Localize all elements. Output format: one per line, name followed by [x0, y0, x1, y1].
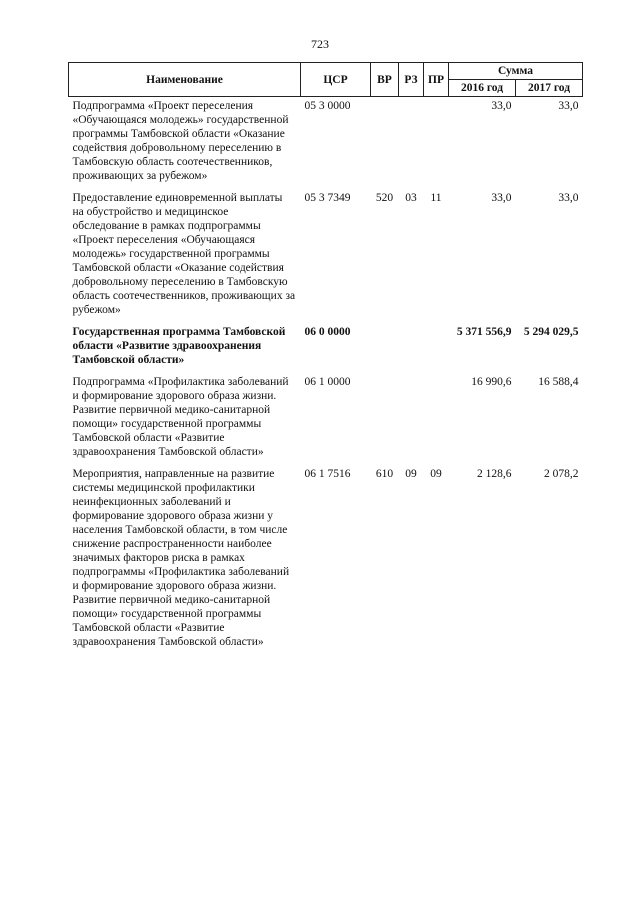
table-row: [69, 465, 583, 655]
row-csr: 05 3 0000: [304, 100, 351, 112]
table-row: [69, 373, 583, 465]
header-sum: Сумма: [449, 63, 583, 80]
row-sum-2016: 33,0: [491, 192, 512, 204]
header-rz: РЗ: [399, 63, 424, 97]
row-pr: 09: [430, 468, 442, 480]
row-sum-2016: 33,0: [491, 100, 512, 112]
row-rz: [399, 97, 424, 190]
row-sum-2017: 33,0: [558, 192, 579, 204]
row-name: Предоставление единовременной выплаты на обустройство и медицинское обследование в рамках подпрограммы «Проект переселения «Обучающаяся молодежь» государственной программы Тамбовской области «Оказание содействия добровольному переселению в Тамбовскую область соотечественников, проживающих за рубежом»: [72, 192, 296, 316]
row-csr: 06 1 7516: [304, 468, 351, 480]
table-row: [69, 189, 583, 323]
row-vr: [371, 323, 399, 373]
row-sum-2017: 2 078,2: [544, 468, 579, 480]
table-row: [69, 323, 583, 373]
row-vr: 610: [375, 468, 394, 480]
page-number: 723: [311, 37, 329, 51]
row-rz: 09: [405, 468, 417, 480]
row-rz: [399, 373, 424, 465]
row-pr: [424, 97, 449, 190]
row-sum-2016: 16 990,6: [471, 376, 512, 388]
row-vr: [371, 97, 399, 190]
row-vr: 520: [375, 192, 394, 204]
row-csr: 05 3 7349: [304, 192, 351, 204]
header-year-2016: 2016 год: [449, 80, 516, 97]
row-sum-2017: 16 588,4: [538, 376, 579, 388]
header-vr: ВР: [371, 63, 399, 97]
header-pr: ПР: [424, 63, 449, 97]
row-pr: 11: [430, 192, 442, 204]
row-name: Подпрограмма «Профилактика заболеваний и формирование здорового образа жизни. Развитие первичной медико-санитарной помощи» государственной программы Тамбовской области «Развитие здравоохранения Тамбовской области»: [72, 376, 289, 458]
row-sum-2017: 33,0: [558, 100, 579, 112]
row-vr: [371, 373, 399, 465]
row-name: Подпрограмма «Проект переселения «Обучающаяся молодежь» государственной программы Тамбовской области «Оказание содействия добровольному переселению в Тамбовскую область соотечественников, проживающих за рубежом»: [72, 100, 289, 182]
row-pr: [424, 373, 449, 465]
row-csr: 06 1 0000: [304, 376, 351, 388]
row-sum-2017: 5 294 029,5: [523, 326, 579, 338]
row-rz: [399, 323, 424, 373]
header-year-2017: 2017 год: [516, 80, 583, 97]
row-sum-2016: 5 371 556,9: [456, 326, 512, 338]
header-csr: ЦСР: [301, 63, 371, 97]
row-rz: 03: [405, 192, 417, 204]
table-row: [69, 97, 583, 190]
header-name: Наименование: [69, 63, 301, 97]
row-name: Государственная программа Тамбовской области «Развитие здравоохранения Тамбовской области»: [72, 326, 286, 366]
row-pr: [424, 323, 449, 373]
budget-table: [68, 62, 583, 655]
row-name: Мероприятия, направленные на развитие системы медицинской профилактики неинфекционных заболеваний и формирование здорового образа жизни у населения Тамбовской области, в том числе снижение распространенности наиболее значимых факторов риска в рамках подпрограммы «Профилактика заболеваний и формирование здорового образа жизни. Развитие первичной медико-санитарной помощи» государственной программы Тамбовской области «Развитие здравоохранения Тамбовской области»: [72, 468, 290, 648]
row-sum-2016: 2 128,6: [477, 468, 512, 480]
row-csr: 06 0 0000: [304, 326, 351, 338]
